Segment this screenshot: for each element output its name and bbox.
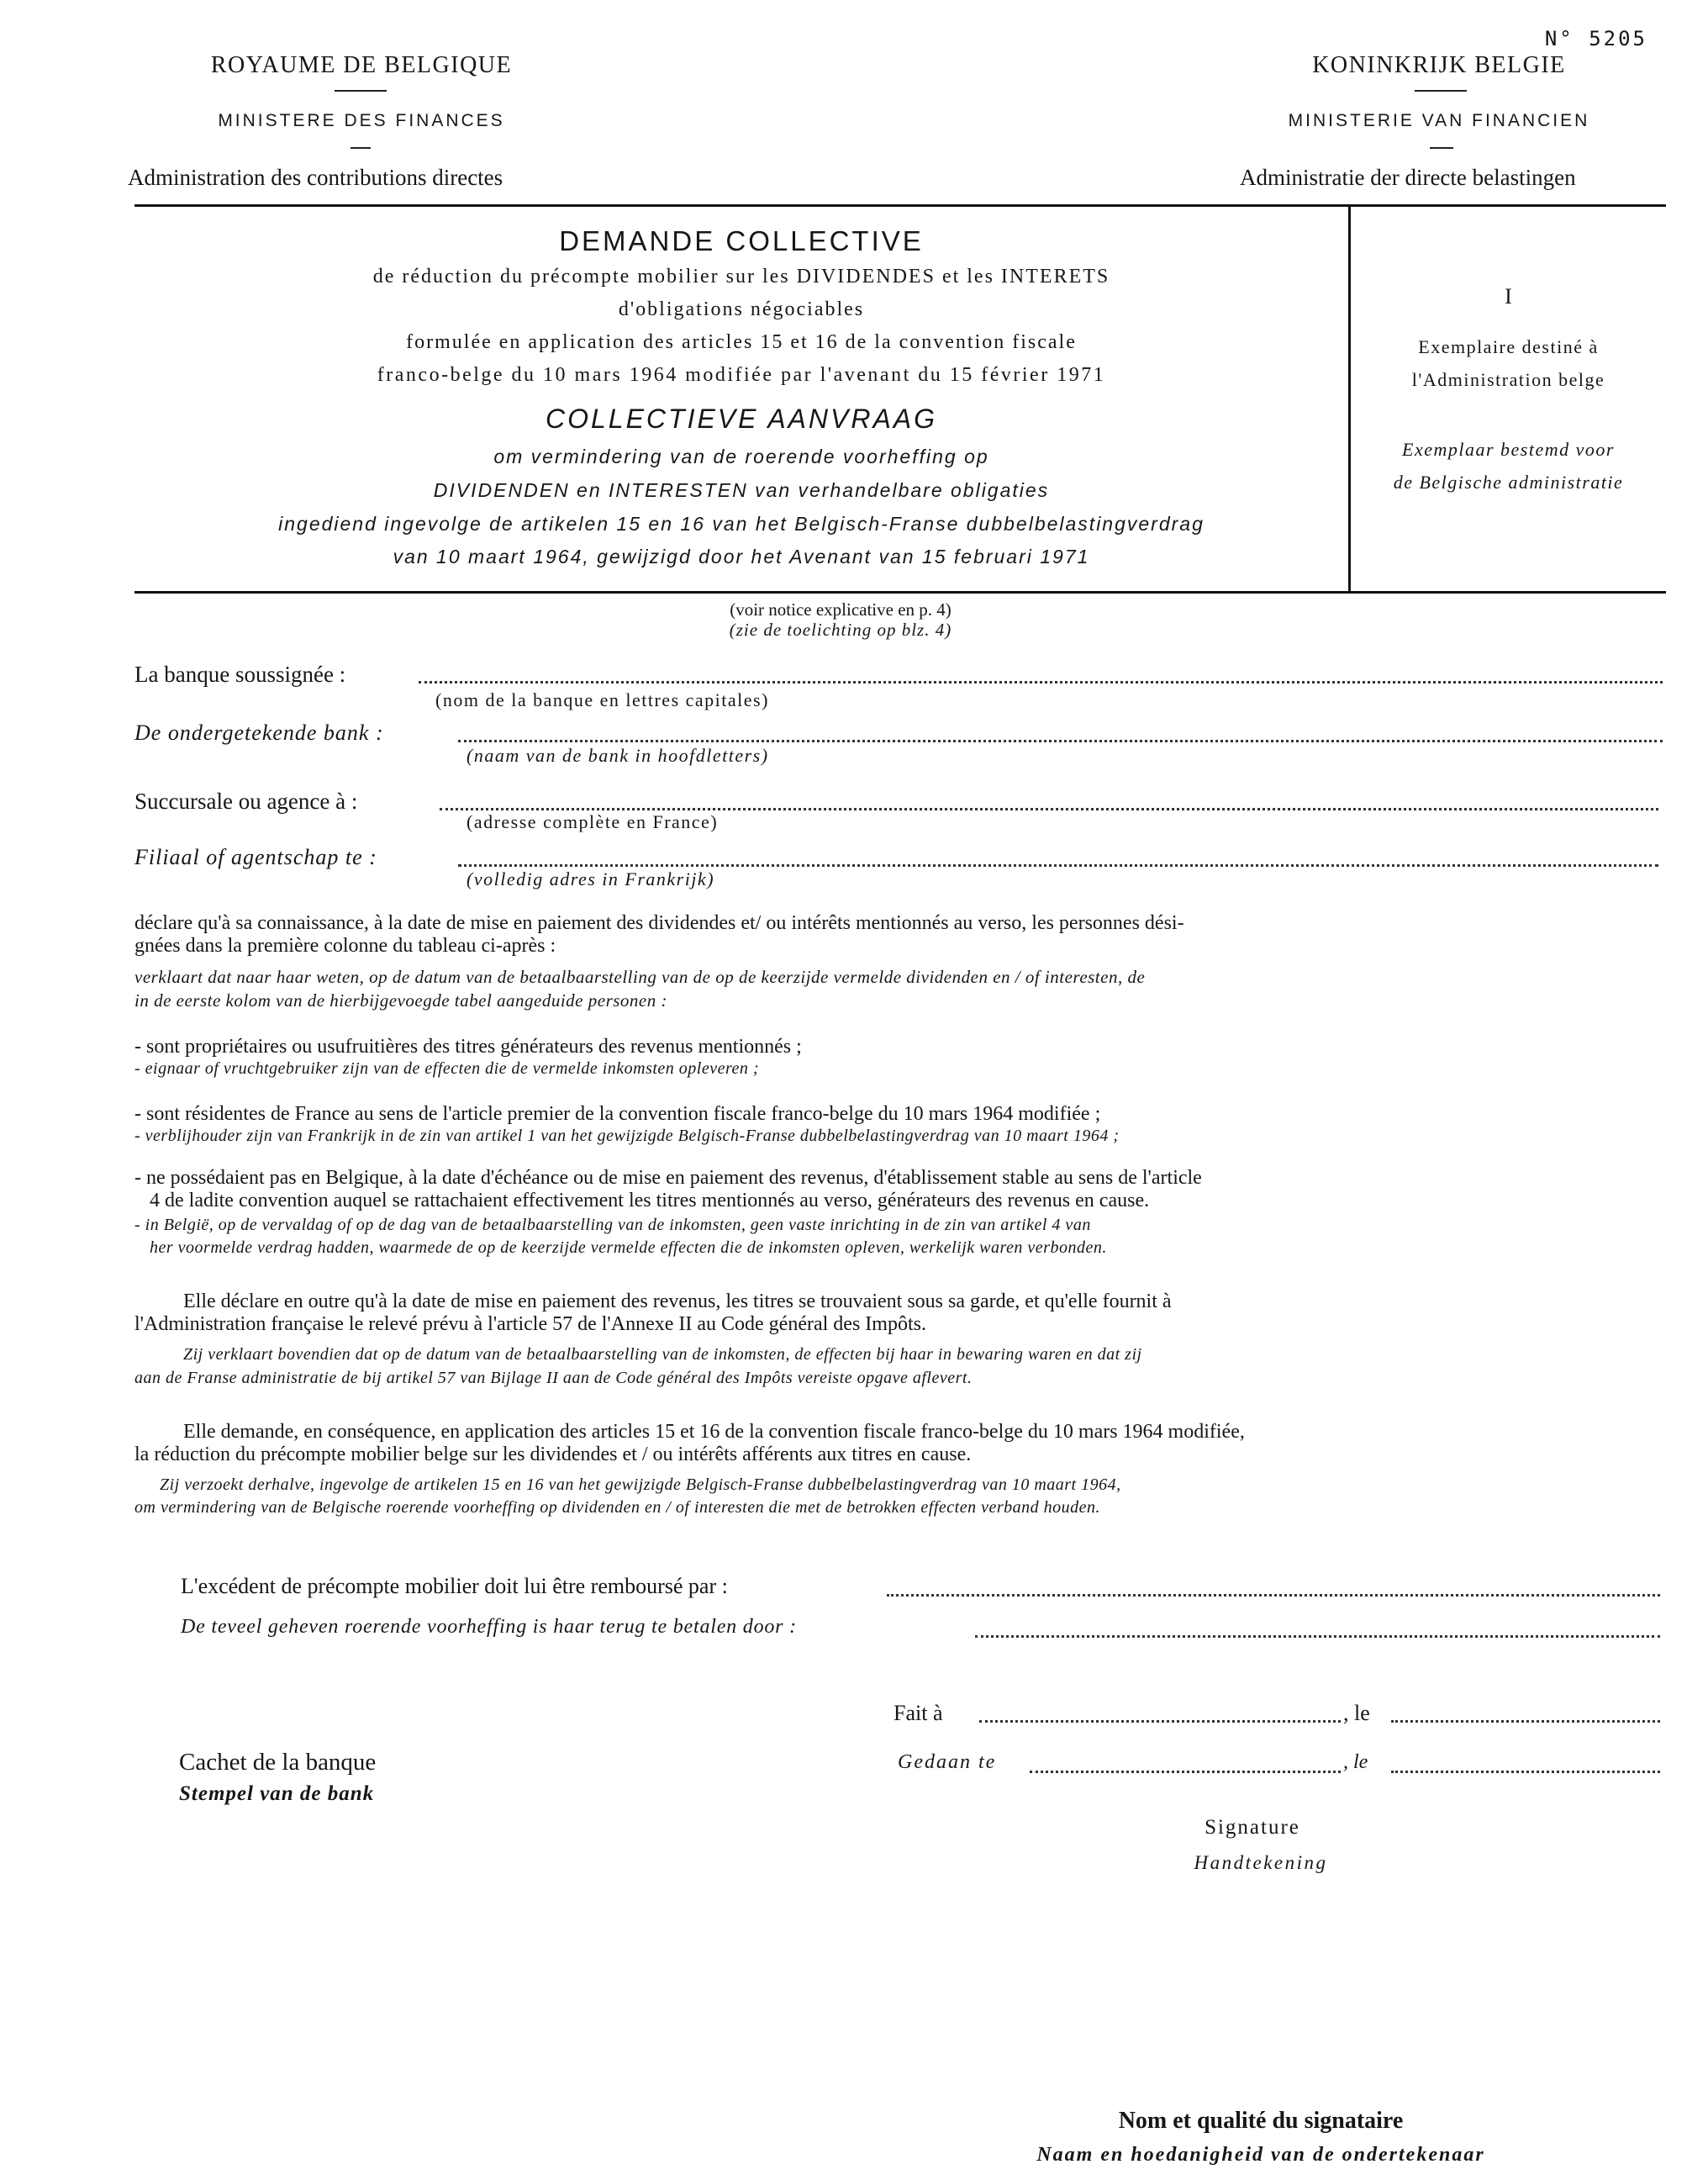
place-dotted-line[interactable] (979, 1720, 1341, 1723)
subtitle-fr-4: franco-belge du 10 mars 1964 modifiée par l'avenant du 15 février 1971 (377, 364, 1106, 386)
header-ministry-nl: MINISTERIE VAN FINANCIEN (1288, 111, 1590, 130)
title-box-top-border (134, 204, 1666, 207)
refund-dotted-line-nl[interactable] (975, 1635, 1660, 1638)
signatory-label-nl: Naam en hoedanigheid van de ondertekenaar (1036, 2144, 1485, 2166)
request-nl-1: Zij verzoekt derhalve, ingevolge de artikelen 15 en 16 van het gewijzigde Belgisch-Franse dubbelbelastingverdrag van 10 maart 1964, (160, 1475, 1121, 1494)
bank-dotted-line[interactable] (419, 681, 1663, 684)
branch-hint-nl: (volledig adres in Frankrijk) (467, 868, 715, 889)
stamp-label-fr: Cachet de la banque (179, 1749, 377, 1776)
signature-label-fr: Signature (1205, 1816, 1300, 1839)
refund-label-fr: L'excédent de précompte mobilier doit lui être remboursé par : (181, 1574, 728, 1598)
subtitle-nl-3: ingediend ingevolge de artikelen 15 en 16 van het Belgisch-Franse dubbelbelastingverdrag (278, 513, 1205, 535)
place-dotted-line-nl[interactable] (1030, 1771, 1341, 1773)
divider (1415, 90, 1467, 92)
declaration-nl-1: verklaart dat naar haar weten, op de datum van de betaalbaarstelling van de op de keerzijde vermelde dividenden en / of interesten, de (134, 967, 1146, 987)
item-3-nl-1: - in België, op de vervaldag of op de dag van de betaalbaarstelling van de inkomsten, geen vaste inrichting in de zin van artikel 4 van (134, 1216, 1091, 1234)
refund-dotted-line[interactable] (887, 1594, 1660, 1597)
subtitle-nl-2: DIVIDENDEN en INTERESTEN van verhandelbare obligaties (433, 479, 1050, 501)
bank-label-fr: La banque soussignée : (134, 662, 346, 687)
bank-hint-fr: (nom de la banque en lettres capitales) (435, 689, 769, 710)
form-number: N° 5205 (1544, 27, 1647, 50)
divider (351, 147, 371, 149)
notice-fr: (voir notice explicative en p. 4) (730, 599, 952, 620)
header-administration-nl: Administratie der directe belastingen (1240, 165, 1576, 190)
place-label-nl: Gedaan te (898, 1751, 997, 1773)
date-label-nl: , le (1343, 1751, 1368, 1773)
signatory-label-fr: Nom et qualité du signataire (1118, 2108, 1404, 2134)
divider (335, 90, 387, 92)
request-fr-2: la réduction du précompte mobilier belge sur les dividendes et / ou intérêts afférents aux titres en cause. (134, 1444, 972, 1465)
date-label-fr: , le (1343, 1701, 1370, 1725)
declaration-nl-2: in de eerste kolom van de hierbijgevoegde tabel aangeduide personen : (134, 990, 667, 1011)
branch-dotted-line[interactable] (440, 808, 1658, 810)
declaration-fr-1: déclare qu'à sa connaissance, à la date de mise en paiement des dividendes et/ ou intérêts mentionnés au verso, les personnes dési- (134, 912, 1184, 934)
branch-label-fr: Succursale ou agence à : (134, 789, 358, 814)
copy-number: I (1505, 284, 1512, 309)
declaration-fr-2: gnées dans la première colonne du tableau ci-après : (134, 935, 556, 957)
request-nl-2: om vermindering van de Belgische roerende voorheffing op dividenden en / of interesten die met de betrokken effecten verband houden. (134, 1498, 1100, 1517)
date-dotted-line[interactable] (1391, 1720, 1660, 1723)
custody-fr-1: Elle déclare en outre qu'à la date de mise en paiement des revenus, les titres se trouvaient sous sa garde, et qu'elle fournit à (183, 1291, 1172, 1312)
custody-nl-2: aan de Franse administratie de bij artikel 57 van Bijlage II aan de Code général des Impôts vereiste opgave aflevert. (134, 1369, 973, 1387)
bank-dotted-line-nl[interactable] (458, 740, 1663, 742)
branch-label-nl: Filiaal of agentschap te : (134, 845, 377, 869)
title-box-bottom-border (134, 591, 1666, 594)
branch-hint-fr: (adresse complète en France) (467, 811, 719, 832)
stamp-label-nl: Stempel van de bank (179, 1782, 375, 1805)
signature-label-nl: Handtekening (1194, 1852, 1328, 1873)
branch-dotted-line-nl[interactable] (458, 864, 1658, 867)
item-2-nl: - verblijhouder zijn van Frankrijk in de zin van artikel 1 van het gewijzigde Belgisch-Franse dubbelbelastingverdrag van 10 maart 1964 ; (134, 1127, 1120, 1145)
divider (1430, 147, 1453, 149)
place-label-fr: Fait à (894, 1701, 943, 1725)
request-fr-1: Elle demande, en conséquence, en application des articles 15 et 16 de la convention fiscale franco-belge du 10 mars 1964 modifiée, (183, 1421, 1245, 1443)
title-nl: COLLECTIEVE AANVRAAG (545, 404, 938, 434)
header-administration-fr: Administration des contributions directes (128, 165, 503, 190)
refund-label-nl: De teveel geheven roerende voorheffing is haar terug te betalen door : (181, 1616, 797, 1638)
date-dotted-line-nl[interactable] (1391, 1771, 1660, 1773)
header-country-nl: KONINKRIJK BELGIE (1312, 52, 1566, 78)
item-1-nl: - eignaar of vruchtgebruiker zijn van de effecten die de vermelde inkomsten opleveren ; (134, 1059, 760, 1078)
item-3-nl-2: her voormelde verdrag hadden, waarmede de op de keerzijde vermelde effecten die de inkomsten opleven, werkelijk waren verbonden. (150, 1238, 1107, 1257)
header-ministry-fr: MINISTERE DES FINANCES (218, 111, 505, 130)
subtitle-fr-3: formulée en application des articles 15 et 16 de la convention fiscale (406, 331, 1077, 353)
subtitle-fr-1: de réduction du précompte mobilier sur les DIVIDENDES et les INTERETS (372, 266, 1110, 288)
notice-nl: (zie de toelichting op blz. 4) (729, 620, 952, 640)
custody-nl-1: Zij verklaart bovendien dat op de datum van de betaalbaarstelling van de inkomsten, de effecten bij haar in bewaring waren en dat zij (183, 1345, 1142, 1364)
bank-label-nl: De ondergetekende bank : (134, 721, 384, 745)
item-3-fr-1: - ne possédaient pas en Belgique, à la date d'échéance ou de mise en paiement des revenus, d'établissement stable au sens de l'article (134, 1167, 1202, 1189)
subtitle-nl-4: van 10 maart 1964, gewijzigd door het Avenant van 15 februari 1971 (393, 546, 1090, 567)
bank-hint-nl: (naam van de bank in hoofdletters) (467, 745, 769, 766)
copy-nl-2: de Belgische administratie (1393, 472, 1624, 493)
subtitle-fr-2: d'obligations négociables (618, 298, 865, 320)
subtitle-nl-1: om vermindering van de roerende voorheffing op (493, 446, 989, 467)
title-fr: DEMANDE COLLECTIVE (559, 225, 924, 256)
custody-fr-2: l'Administration française le relevé prévu à l'article 57 de l'Annexe II au Code général des Impôts. (134, 1313, 926, 1335)
copy-fr-2: l'Administration belge (1411, 369, 1605, 390)
item-1-fr: - sont propriétaires ou usufruitières des titres générateurs des revenus mentionnés ; (134, 1036, 802, 1058)
item-2-fr: - sont résidentes de France au sens de l'article premier de la convention fiscale franco-belge du 10 mars 1964 modifiée ; (134, 1103, 1101, 1125)
copy-fr-1: Exemplaire destiné à (1418, 336, 1599, 357)
title-box-divider (1348, 206, 1351, 593)
header-country-fr: ROYAUME DE BELGIQUE (210, 52, 513, 78)
item-3-fr-2: 4 de ladite convention auquel se rattachaient effectivement les titres mentionnés au verso, générateurs des revenus en cause. (150, 1190, 1150, 1211)
copy-nl-1: Exemplaar bestemd voor (1402, 439, 1615, 460)
